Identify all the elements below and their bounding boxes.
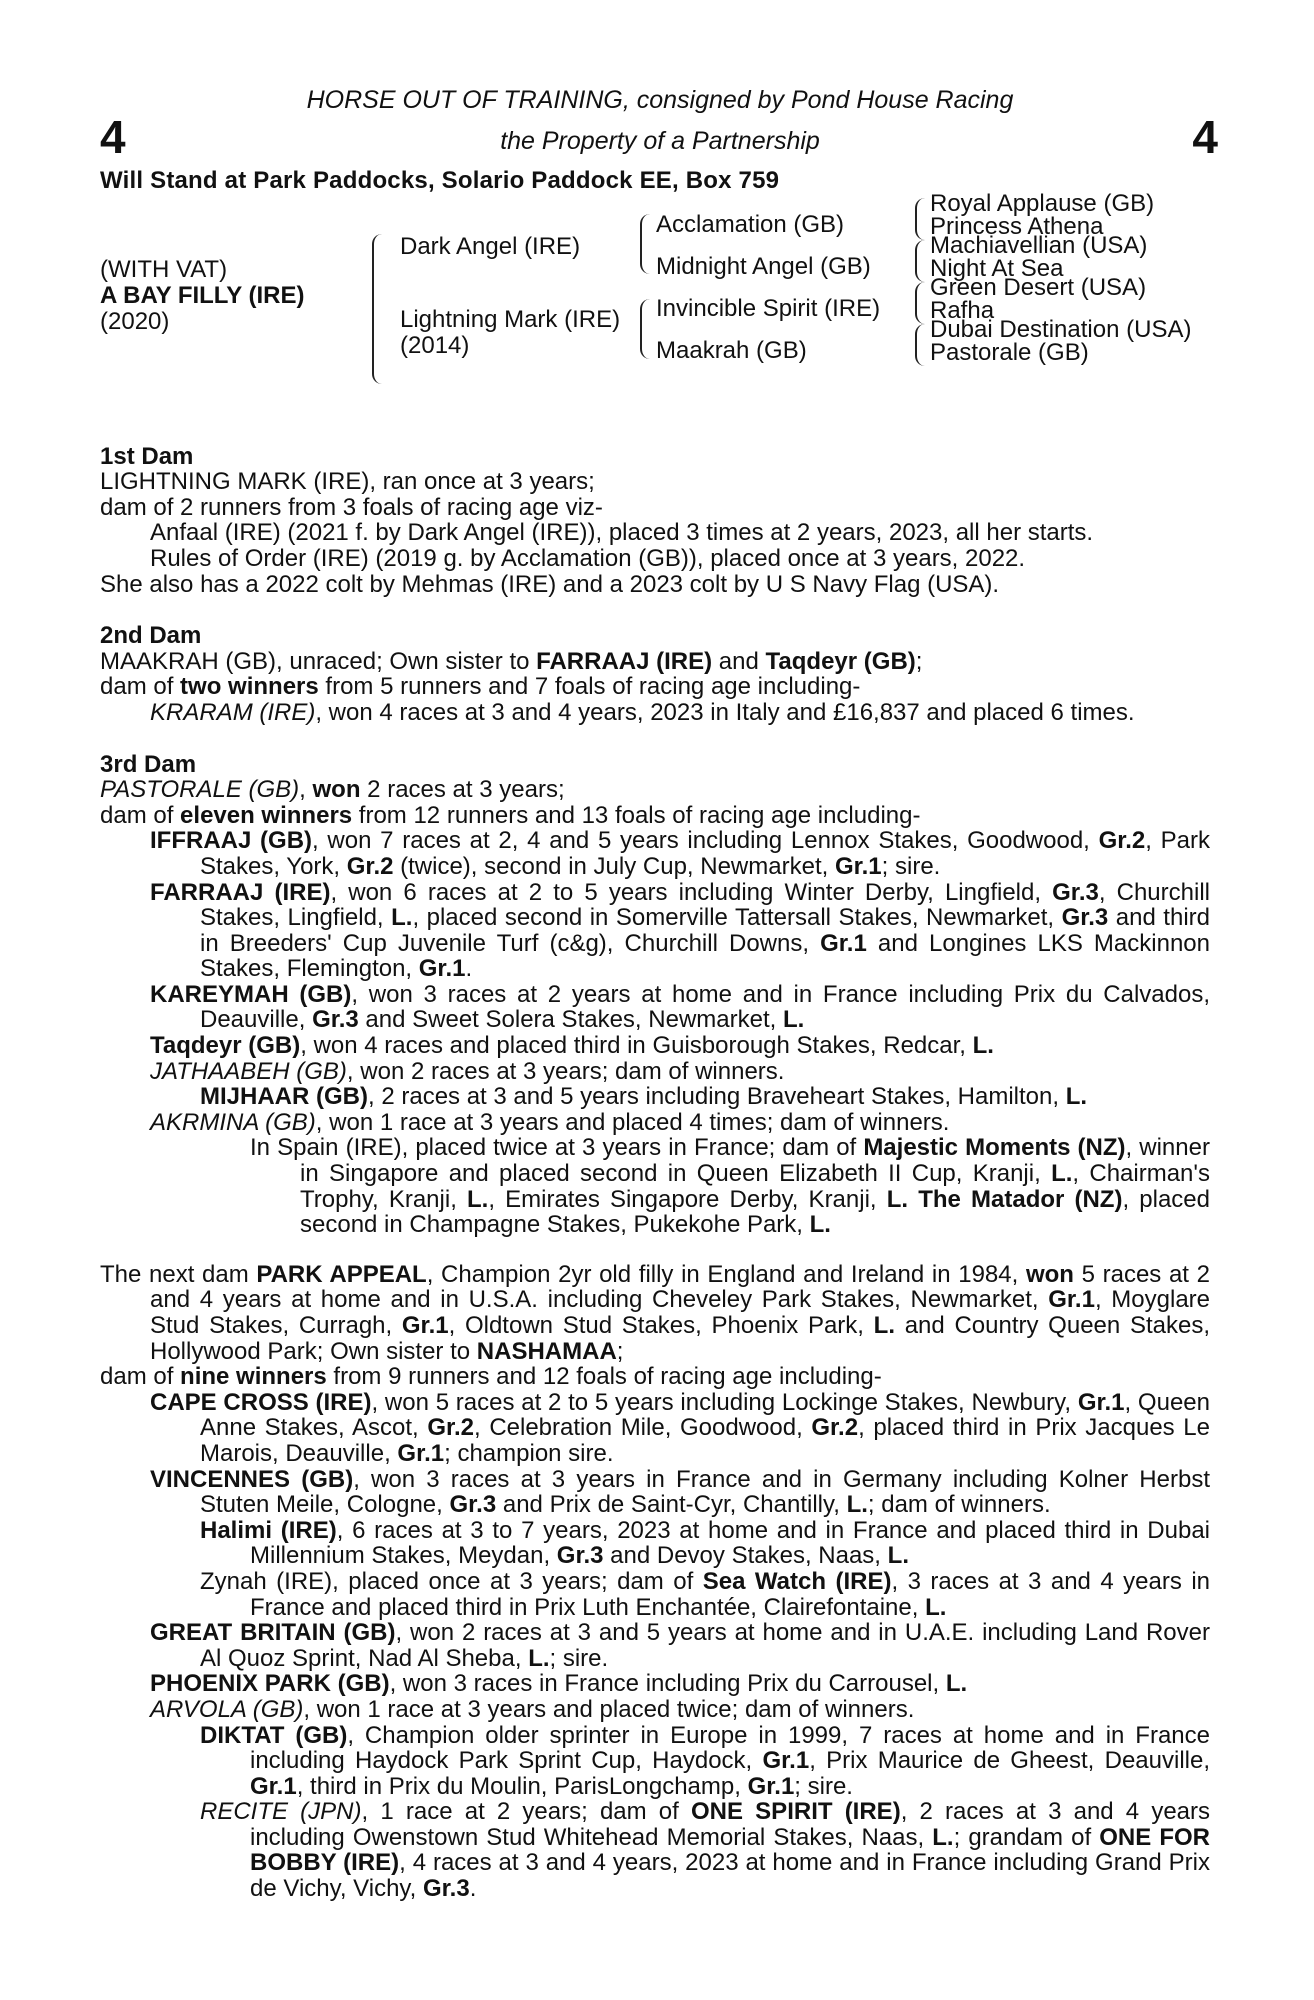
text-run: Gr.1: [250, 1772, 297, 1800]
horse-name: A BAY FILLY (IRE): [100, 281, 305, 309]
text-run: 2 races at 3 years;: [360, 776, 565, 804]
produce-arvola: [100, 1697, 1210, 1723]
text-run: Taqdeyr (GB): [765, 647, 916, 675]
third-dam-line2: [100, 803, 1210, 829]
sds: Machiavellian (USA): [930, 231, 1148, 259]
text-run: Gr.2: [346, 852, 394, 880]
produce-in-spain: [100, 1135, 1210, 1237]
brace-2a: [640, 214, 650, 274]
text-run: Gr.1: [762, 1747, 810, 1775]
text-run: Gr.1: [1048, 1286, 1095, 1314]
dam-dam: Maakrah (GB): [656, 336, 807, 364]
text-run: Gr.1: [834, 852, 882, 880]
text-run: Gr.1: [397, 1439, 445, 1467]
first-dam-line2: dam of 2 runners from 3 foals of racing age viz-: [100, 493, 603, 521]
text-run: , 1 race at 2 years; dam of: [361, 1798, 691, 1826]
text-run: L.: [1065, 1083, 1088, 1111]
text-run: KAREYMAH (GB): [150, 980, 352, 1008]
text-run: , Moyglare Stud Stakes, Curragh,: [150, 1286, 1211, 1339]
produce-anfaal: Anfaal (IRE) (2021 f. by Dark Angel (IRE)), placed 3 times at 2 years, 2023, all her starts.: [150, 519, 1094, 547]
text-run: , Queen Anne Stakes, Ascot,: [200, 1388, 1210, 1442]
text-run: , won 6 races at 2 to 5 years including Winter Derby, Lingfield,: [330, 878, 1053, 906]
vat-note: (WITH VAT): [100, 255, 228, 283]
second-dam-line2: [100, 674, 1210, 700]
text-run: dam of: [100, 673, 181, 701]
produce-mijhaar: [100, 1084, 1210, 1110]
text-run: Gr.3: [422, 1875, 470, 1903]
brace-3d: [915, 324, 925, 366]
text-run: ; sire.: [881, 852, 941, 880]
produce-vincennes: [100, 1467, 1210, 1518]
text-run: Gr.3: [556, 1542, 604, 1570]
text-run: Halimi (IRE): [200, 1516, 337, 1544]
text-run: Gr.2: [1098, 827, 1146, 855]
text-run: ,: [299, 776, 313, 804]
text-run: NASHAMAA: [476, 1337, 617, 1365]
text-run: L.: [886, 1185, 909, 1213]
next-dam-line2: [100, 1364, 1210, 1390]
text-run: .: [469, 1875, 477, 1903]
brace-1: [372, 234, 384, 384]
text-run: from 5 runners and 7 foals of racing age including-: [318, 673, 861, 701]
produce-farraaj: [100, 880, 1210, 982]
text-run: Gr.3: [1052, 878, 1099, 906]
text-run: , won 7 races at 2, 4 and 5 years including Lennox Stakes, Goodwood,: [312, 827, 1099, 855]
text-run: AKRMINA (GB): [150, 1108, 316, 1136]
lot-number-right: 4: [1192, 111, 1218, 163]
text-run: ; sire.: [794, 1772, 853, 1800]
produce-kraram: [100, 700, 1210, 726]
text-run: from 9 runners and 12 foals of racing age including-: [326, 1363, 882, 1391]
first-dam-section: [100, 444, 1210, 598]
text-run: , won 1 race at 3 years and placed twice; dam of winners.: [303, 1695, 915, 1723]
produce-taqdeyr: [100, 1033, 1210, 1059]
text-run: and Prix de Saint-Cyr, Chantilly,: [496, 1491, 847, 1519]
text-run: DIKTAT (GB): [200, 1721, 348, 1749]
text-run: and third in Breeders' Cup Juvenile Turf (c&g), Churchill Downs,: [200, 904, 1210, 957]
lot-number-left: 4: [100, 111, 126, 163]
text-run: L.: [528, 1644, 550, 1672]
sdd: Night At Sea: [930, 254, 1064, 282]
stand-location: Will Stand at Park Paddocks, Solario Paddock EE, Box 759: [100, 167, 780, 194]
text-run: Gr.3: [1061, 904, 1109, 932]
text-run: , won 5 races at 2 to 5 years including Lockinge Stakes, Newbury,: [371, 1388, 1078, 1416]
text-run: , won 3 races in France including Prix du Carrousel,: [389, 1670, 946, 1698]
text-run: L.: [932, 1823, 954, 1851]
text-run: .: [465, 955, 473, 983]
dam: Lightning Mark (IRE): [400, 305, 621, 333]
text-run: dam of: [100, 801, 181, 829]
text-run: Sea Watch (IRE): [702, 1567, 892, 1595]
third-dam-section: [100, 752, 1210, 1238]
text-run: Gr.3: [312, 1006, 359, 1034]
text-run: Gr.2: [811, 1414, 859, 1442]
text-run: ; sire.: [549, 1644, 609, 1672]
text-run: L.: [1051, 1160, 1073, 1188]
text-run: FARRAAJ (IRE): [150, 878, 331, 906]
text-run: L.: [873, 1312, 895, 1339]
second-dam-title: 2nd Dam: [100, 622, 202, 650]
pedigree-table: [100, 189, 1210, 424]
sss: Royal Applause (GB): [930, 189, 1155, 217]
text-run: , Park Stakes, York,: [200, 827, 1210, 880]
text-run: PASTORALE (GB): [100, 776, 300, 804]
text-run: won: [1025, 1260, 1074, 1288]
text-run: dam of: [100, 1363, 181, 1391]
text-run: , placed third in Prix Jacques Le Marois, Deauville,: [200, 1414, 1210, 1467]
text-run: , 3 races at 3 and 4 years in France and placed third in Prix Luth Enchantée, Clairefontaine,: [250, 1567, 1211, 1621]
property-line: the Property of a Partnership: [500, 127, 820, 155]
produce-jathaabeh: [100, 1059, 1210, 1085]
text-run: L.: [809, 1211, 831, 1239]
second-dam-section: [100, 623, 1210, 725]
next-dam-section: [100, 1262, 1210, 1902]
text-run: JATHAABEH (GB): [150, 1057, 347, 1085]
text-run: L.: [846, 1491, 868, 1519]
text-run: L.: [945, 1670, 968, 1698]
text-run: and Sweet Solera Stakes, Newmarket,: [358, 1006, 783, 1034]
text-run: won: [312, 776, 361, 804]
dam-year: (2014): [400, 331, 470, 359]
text-run: MIJHAAR (GB): [200, 1083, 368, 1111]
text-run: (twice), second in July Cup, Newmarket,: [393, 852, 835, 880]
text-run: ; champion sire.: [444, 1439, 614, 1467]
text-run: ; grandam of: [953, 1823, 1100, 1851]
produce-cape-cross: [100, 1390, 1210, 1467]
text-run: , won 3 races at 3 years in France and in Germany including Kolner Herbst Stuten Meile, Cologne,: [200, 1465, 1210, 1519]
third-dam-line1: [100, 777, 1210, 803]
text-run: ONE FOR BOBBY (IRE): [250, 1823, 1211, 1877]
text-run: , won 4 races and placed third in Guisborough Stakes, Redcar,: [300, 1032, 973, 1060]
text-run: L.: [782, 1006, 805, 1034]
text-run: Gr.1: [747, 1772, 795, 1800]
text-run: In Spain (IRE), placed twice at 3 years in France; dam of: [250, 1134, 864, 1162]
text-run: , Oldtown Stud Stakes, Phoenix Park,: [448, 1312, 874, 1339]
text-run: FARRAAJ (IRE): [536, 647, 713, 675]
text-run: , winner in Singapore and placed second in Queen Elizabeth II Cup, Kranji,: [300, 1134, 1210, 1188]
text-run: , won 1 race at 3 years and placed 4 times; dam of winners.: [315, 1108, 950, 1136]
text-run: , Champion older sprinter in Europe in 1999, 7 races at home and in France including Haydock Park Sprint Cup, Haydock,: [250, 1721, 1210, 1775]
produce-rules-of-order: Rules of Order (IRE) (2019 g. by Acclamation (GB)), placed once at 3 years, 2022.: [150, 544, 1026, 572]
text-run: from 12 runners and 13 foals of racing age including-: [352, 801, 921, 829]
text-run: and Devoy Stakes, Naas,: [603, 1542, 888, 1570]
brace-3b: [915, 240, 925, 282]
text-run: , 4 races at 3 and 4 years, 2023 at home and in France including Grand Prix de Vichy, Vichy,: [250, 1849, 1210, 1903]
text-run: , Emirates Singapore Derby, Kranji,: [488, 1185, 887, 1213]
text-run: Gr.3: [449, 1491, 497, 1519]
text-run: Gr.1: [418, 955, 466, 983]
produce-kareymah: [100, 982, 1210, 1033]
consignor-line: HORSE OUT OF TRAINING, consigned by Pond House Racing: [306, 86, 1014, 114]
dds: Dubai Destination (USA): [930, 315, 1192, 343]
text-run: L.: [887, 1542, 909, 1570]
produce-halimi: [100, 1518, 1210, 1569]
first-dam-title: 1st Dam: [100, 442, 194, 470]
text-run: , third in Prix du Moulin, ParisLongchamp,: [296, 1772, 748, 1800]
first-dam-line1: LIGHTNING MARK (IRE), ran once at 3 years;: [100, 468, 595, 496]
text-run: , 2 races at 3 and 5 years including Braveheart Stakes, Hamilton,: [368, 1083, 1066, 1111]
produce-zynah: [100, 1569, 1210, 1620]
brace-3c: [915, 282, 925, 324]
catalogue-page: [100, 80, 1218, 1903]
text-run: , Chairman's Trophy, Kranji,: [300, 1160, 1210, 1213]
text-run: , Champion 2yr old filly in England and Ireland in 1984,: [426, 1260, 1026, 1288]
text-run: ONE SPIRIT (IRE): [691, 1798, 901, 1826]
text-run: , won 2 races at 3 and 5 years at home and in U.A.E. including Land Rover Al Quoz Sprint, Nad Al Sheba,: [200, 1619, 1210, 1672]
text-run: , 2 races at 3 and 4 years including Owenstown Stud Whitehead Memorial Stakes, Naas,: [250, 1798, 1211, 1851]
produce-recite: [100, 1799, 1210, 1901]
text-run: L.: [391, 904, 413, 932]
text-run: CAPE CROSS (IRE): [150, 1388, 372, 1416]
brace-2b: [640, 299, 650, 359]
ddd: Pastorale (GB): [930, 338, 1089, 366]
text-run: PHOENIX PARK (GB): [150, 1670, 390, 1698]
third-dam-title: 3rd Dam: [100, 750, 197, 778]
text-run: MAAKRAH (GB), unraced; Own sister to: [100, 647, 537, 675]
text-run: The next dam: [100, 1260, 257, 1288]
text-run: L.: [467, 1185, 489, 1213]
text-run: eleven winners: [180, 801, 353, 829]
text-run: , Churchill Stakes, Lingfield,: [200, 878, 1210, 932]
text-run: Zynah (IRE), placed once at 3 years; dam of: [200, 1567, 703, 1595]
second-dam-line1: [100, 649, 1210, 675]
produce-diktat: [100, 1723, 1210, 1800]
produce-great-britain: [100, 1620, 1210, 1671]
text-run: Majestic Moments (NZ): [863, 1134, 1126, 1162]
text-run: GREAT BRITAIN (GB): [150, 1619, 396, 1647]
produce-phoenix-park: [100, 1671, 1210, 1697]
sire-dam: Midnight Angel (GB): [656, 252, 871, 280]
text-run: L.: [972, 1032, 994, 1060]
sire-sire: Acclamation (GB): [656, 210, 845, 238]
text-run: Gr.1: [820, 929, 867, 957]
produce-akrmina: [100, 1110, 1210, 1136]
text-run: , Celebration Mile, Goodwood,: [474, 1414, 812, 1442]
text-run: ; dam of winners.: [867, 1491, 1051, 1519]
dsd: Rafha: [930, 296, 995, 324]
text-run: ;: [915, 647, 923, 675]
text-run: Gr.2: [427, 1414, 475, 1442]
text-run: nine winners: [180, 1363, 327, 1391]
text-run: and Longines LKS Mackinnon Stakes, Flemington,: [200, 929, 1210, 983]
text-run: , won 3 races at 2 years at home and in France including Prix du Calvados, Deauville,: [200, 980, 1210, 1034]
text-run: , placed second in Somerville Tattersall Stakes, Newmarket,: [412, 904, 1062, 932]
text-run: RECITE (JPN): [200, 1798, 362, 1826]
text-run: VINCENNES (GB): [150, 1465, 354, 1493]
text-run: Gr.1: [401, 1312, 449, 1339]
text-run: , won 2 races at 3 years; dam of winners.: [346, 1057, 785, 1085]
text-run: PARK APPEAL: [256, 1260, 427, 1288]
text-run: L.: [925, 1593, 947, 1621]
produce-iffraaj: [100, 828, 1210, 879]
dss: Green Desert (USA): [930, 273, 1147, 301]
first-dam-line5: She also has a 2022 colt by Mehmas (IRE) and a 2023 colt by U S Navy Flag (USA).: [100, 570, 1000, 598]
text-run: 5 races at 2 and 4 years at home and in U.S.A. including Cheveley Park Stakes, Newmarket,: [150, 1260, 1210, 1314]
text-run: , won 4 races at 3 and 4 years, 2023 in Italy and £16,837 and placed 6 times.: [315, 698, 1135, 726]
text-run: IFFRAAJ (GB): [150, 827, 313, 855]
sire: Dark Angel (IRE): [400, 232, 581, 260]
text-run: ARVOLA (GB): [150, 1695, 304, 1723]
text-run: Gr.1: [1077, 1388, 1125, 1416]
text-run: KRARAM (IRE): [150, 698, 316, 726]
ssd: Princess Athena: [930, 212, 1104, 240]
text-run: and: [712, 647, 766, 675]
text-run: and Country Queen Stakes, Hollywood Park; Own sister to: [150, 1312, 1210, 1365]
text-run: , Prix Maurice de Gheest, Deauville,: [809, 1747, 1210, 1775]
text-run: Taqdeyr (GB): [150, 1032, 301, 1060]
horse-year: (2020): [100, 307, 170, 335]
text-run: The Matador (NZ): [918, 1185, 1123, 1213]
text-run: two winners: [180, 673, 319, 701]
text-run: , placed second in Champagne Stakes, Pukekohe Park,: [300, 1185, 1210, 1239]
brace-3a: [915, 198, 925, 240]
text-run: ;: [616, 1337, 624, 1365]
next-dam-para: [100, 1262, 1210, 1364]
text-run: , 6 races at 3 to 7 years, 2023 at home and in France and placed third in Dubai Millennium Stakes, Meydan,: [250, 1516, 1210, 1570]
dam-sire: Invincible Spirit (IRE): [656, 294, 881, 322]
